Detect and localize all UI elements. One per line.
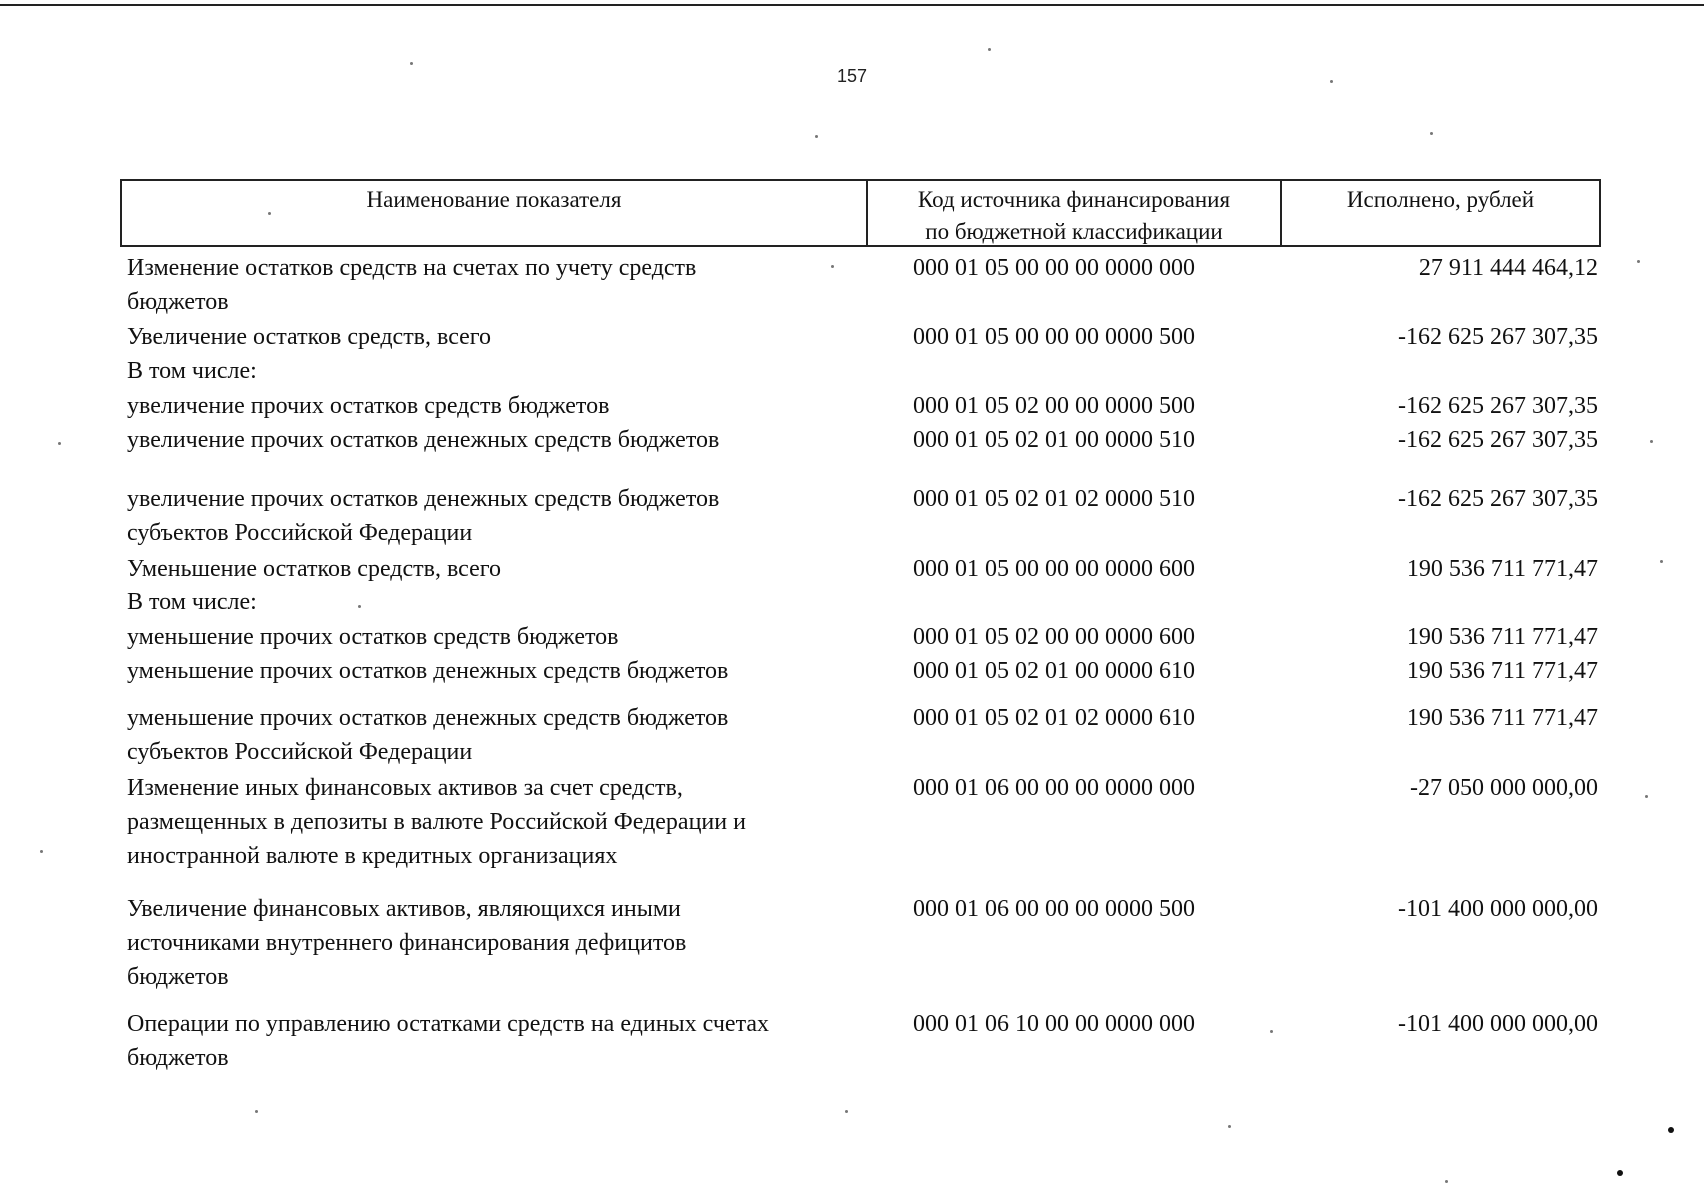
table-header (120, 179, 1601, 247)
scan-speck (815, 135, 818, 138)
row-code: 000 01 05 02 00 00 0000 600 (913, 624, 1195, 650)
row-name-line: размещенных в депозиты в валюте Российской Федерации и (127, 809, 746, 835)
row-name-line: Операции по управлению остатками средств на единых счетах (127, 1011, 769, 1037)
scan-speck (1645, 795, 1648, 798)
row-name-line: увеличение прочих остатков денежных средств бюджетов (127, 427, 720, 453)
row-amount: -162 625 267 307,35 (1398, 393, 1598, 419)
row-name-line: уменьшение прочих остатков денежных средств бюджетов (127, 705, 729, 731)
scan-speck (1637, 260, 1640, 263)
row-name (127, 701, 867, 769)
page-number: 157 (836, 66, 868, 86)
header-name (122, 181, 868, 245)
row-name-line: В том числе: (127, 589, 257, 615)
row-amount: 190 536 711 771,47 (1406, 624, 1598, 650)
row-code: 000 01 06 00 00 00 0000 000 (913, 775, 1195, 801)
header-code-line1: Код источника финансирования (917, 187, 1231, 212)
row-code: 000 01 05 00 00 00 0000 000 (913, 255, 1195, 281)
row-name-line: иностранной валюте в кредитных организациях (127, 843, 618, 869)
top-border-line (0, 4, 1704, 6)
scan-speck (255, 1110, 258, 1113)
row-name (127, 482, 867, 550)
row-name (127, 320, 867, 354)
row-name-line: уменьшение прочих остатков средств бюджетов (127, 624, 619, 650)
row-amount: 190 536 711 771,47 (1406, 658, 1598, 684)
header-code-line2: по бюджетной классификации (925, 219, 1223, 244)
scan-speck (988, 48, 991, 51)
row-name (127, 354, 867, 388)
row-name-line: Увеличение финансовых активов, являющихся иными (127, 896, 681, 922)
row-amount: -101 400 000 000,00 (1398, 1011, 1598, 1037)
row-name-line: Изменение иных финансовых активов за счет средств, (127, 775, 683, 801)
row-name-line: субъектов Российской Федерации (127, 739, 473, 765)
row-name-line: Изменение остатков средств на счетах по учету средств (127, 255, 697, 281)
row-amount: -162 625 267 307,35 (1398, 486, 1598, 512)
row-name-line: Уменьшение остатков средств, всего (127, 556, 502, 582)
row-name-line: увеличение прочих остатков денежных средств бюджетов (127, 486, 720, 512)
scan-speck (845, 1110, 848, 1113)
row-amount: -162 625 267 307,35 (1398, 324, 1598, 350)
row-name (127, 251, 867, 319)
row-code: 000 01 05 02 00 00 0000 500 (913, 393, 1195, 419)
scan-speck (268, 212, 271, 215)
header-amount-label: Исполнено, рублей (1346, 187, 1535, 212)
header-code (868, 181, 1282, 245)
row-code: 000 01 05 00 00 00 0000 600 (913, 556, 1195, 582)
row-amount: 190 536 711 771,47 (1406, 556, 1598, 582)
row-amount: -101 400 000 000,00 (1398, 896, 1598, 922)
scan-speck (410, 62, 413, 65)
scan-speck (58, 442, 61, 445)
row-amount: 190 536 711 771,47 (1406, 705, 1598, 731)
row-name (127, 552, 867, 586)
row-name-line: В том числе: (127, 358, 257, 384)
row-name (127, 620, 867, 654)
row-amount: -27 050 000 000,00 (1410, 775, 1598, 801)
row-code: 000 01 05 02 01 00 0000 610 (913, 658, 1195, 684)
row-name (127, 585, 867, 619)
row-name-line: бюджетов (127, 1045, 229, 1071)
scan-speck (1445, 1180, 1448, 1183)
row-name-line: источниками внутреннего финансирования дефицитов (127, 930, 687, 956)
scan-speck (358, 605, 361, 608)
row-code: 000 01 06 10 00 00 0000 000 (913, 1011, 1195, 1037)
scan-dot (1668, 1127, 1674, 1133)
scan-speck (1228, 1125, 1231, 1128)
scan-speck (1430, 132, 1433, 135)
row-amount: 27 911 444 464,12 (1418, 255, 1598, 281)
scan-speck (40, 850, 43, 853)
scan-speck (831, 265, 834, 268)
row-code: 000 01 05 02 01 02 0000 510 (913, 486, 1195, 512)
row-name-line: Увеличение остатков средств, всего (127, 324, 492, 350)
scan-speck (1660, 560, 1663, 563)
scan-dot (1617, 1170, 1623, 1176)
row-code: 000 01 05 02 01 02 0000 610 (913, 705, 1195, 731)
row-name (127, 389, 867, 423)
row-name (127, 892, 867, 994)
row-amount: -162 625 267 307,35 (1398, 427, 1598, 453)
row-code: 000 01 05 02 01 00 0000 510 (913, 427, 1195, 453)
header-name-label: Наименование показателя (366, 187, 622, 212)
row-code: 000 01 05 00 00 00 0000 500 (913, 324, 1195, 350)
row-name-line: увеличение прочих остатков средств бюджетов (127, 393, 610, 419)
row-name-line: субъектов Российской Федерации (127, 520, 473, 546)
row-name-line: бюджетов (127, 289, 229, 315)
header-amount (1282, 181, 1599, 245)
row-name (127, 1007, 867, 1075)
row-code: 000 01 06 00 00 00 0000 500 (913, 896, 1195, 922)
scan-speck (1270, 1030, 1273, 1033)
row-name-line: уменьшение прочих остатков денежных средств бюджетов (127, 658, 729, 684)
row-name (127, 654, 867, 688)
row-name (127, 771, 867, 873)
row-name-line: бюджетов (127, 964, 229, 990)
row-name (127, 423, 867, 457)
scan-speck (1330, 80, 1333, 83)
scan-speck (1650, 440, 1653, 443)
